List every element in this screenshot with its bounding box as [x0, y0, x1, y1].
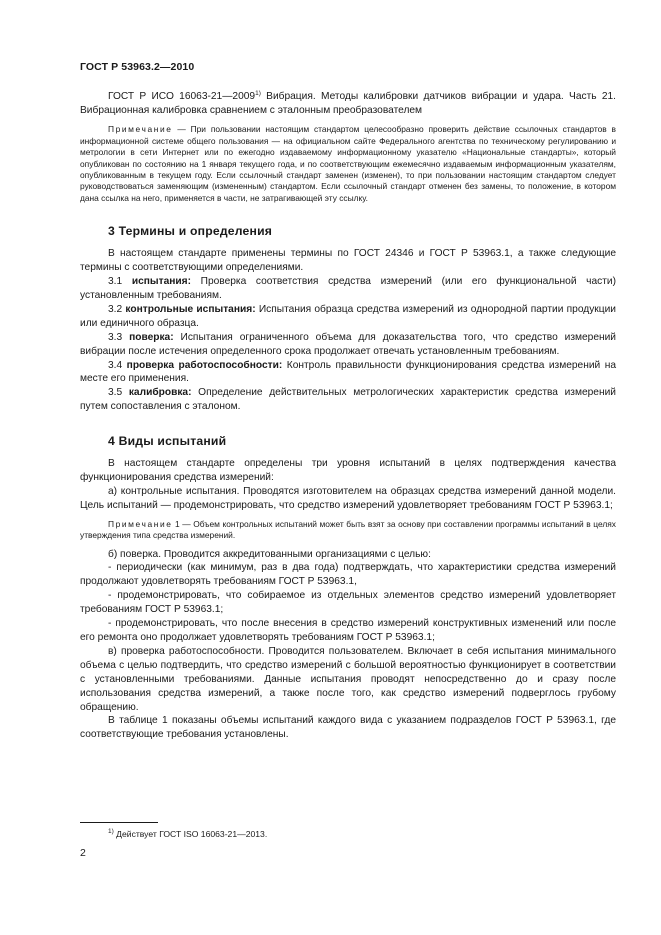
term-definition: Испытания ограниченного объема для доказательства того, что средство измерений вибрации после истечения определенного срока продолжает отвечать установленным требованиям.	[80, 331, 616, 357]
term-number: 3.2	[108, 303, 123, 315]
term-name: калибровка:	[128, 387, 192, 399]
section-4-note	[80, 519, 616, 542]
term-3-3	[80, 331, 616, 359]
term-name: контрольные испытания:	[125, 303, 256, 315]
test-level-b: б) поверка. Проводится аккредитованными организациями с целью:	[108, 548, 431, 560]
reference-note	[80, 124, 616, 204]
test-level-a: а) контрольные испытания. Проводятся изготовителем на образцах средства измерений данной модели. Цель испытаний — продемонстрировать, что средство измерений удовлетворяет требованиям ГОСТ Р 53963.1;	[80, 485, 616, 511]
section-3-heading: 3 Термины и определения	[108, 224, 273, 239]
list-item: - продемонстрировать, что после внесения в средство измерений конструктивных изменений или после его ремонта оно продолжает удовлетворять требованиям ГОСТ Р 53963.1;	[80, 618, 616, 643]
term-definition: Определение действительных метрологических характеристик средства измерений путем сопоставления с эталоном.	[80, 387, 616, 413]
page-content	[80, 90, 616, 742]
note-text: 1 — Объем контрольных испытаний может быть взят за основу при составлении программы испытаний в целях утверждения типа средства измерений.	[80, 518, 616, 541]
term-number: 3.1	[108, 276, 123, 288]
normative-reference-iso	[80, 90, 616, 118]
test-level-c: в) проверка работоспособности. Проводится пользователем. Включает в себя испытания минимального объема с целью подтвердить, что средство измерений с большой вероятностью функционирует в соответствии с установленными требованиями. Данные испытания проводят непосредственно до и сразу после использования средства измерений, а также после того, как средство измерений подверглось грубому обращению.	[80, 645, 616, 713]
list-item: - периодически (как минимум, раз в два года) подтверждать, что характеристики средства измерений продолжают удовлетворять требованиям ГОСТ Р 53963.1,	[80, 562, 616, 588]
term-name: испытания:	[131, 276, 192, 288]
section-3-intro: В настоящем стандарте применены термины по ГОСТ 24346 и ГОСТ Р 53963.1, а также следующие термины с соответствующими определениями.	[80, 248, 616, 274]
iso-reference-code: ГОСТ Р ИСО 16063-21—2009	[108, 91, 256, 102]
section-4-heading: 4 Виды испытаний	[108, 434, 227, 449]
term-number: 3.5	[108, 387, 123, 399]
term-3-5	[80, 386, 616, 414]
term-name: поверка:	[129, 331, 174, 343]
document-header-code: ГОСТ Р 53963.2—2010	[80, 61, 195, 73]
footnote-divider	[80, 822, 158, 823]
section-4-intro: В настоящем стандарте определены три уровня испытаний в целях подтверждения качества функционирования средства измерений:	[80, 458, 616, 484]
term-3-1	[80, 275, 616, 303]
table-reference: В таблице 1 показаны объемы испытаний каждого вида с указанием подразделов ГОСТ Р 53963.1, где соответствующие требования установлены.	[80, 715, 616, 741]
term-3-4	[80, 359, 616, 387]
term-definition: Проверка соответствия средства измерений (или его функциональной части) установленным требованиям.	[80, 276, 616, 301]
note-label: Примечание	[108, 518, 173, 529]
note-text: — При пользовании настоящим стандартом целесообразно проверить действие ссылочных стандартов в информационной системе общего пользования — на официальном сайте Федерального агентства по техническому регулированию и метрологии в сети Интернет или по ежегодно издаваемому информационному указателю «Национальные стандарты», который опубликован по состоянию на 1 января текущего года, и по соответствующим ежемесячно издаваемым информационным указателям, опубликованным в текущем году. Если ссылочный стандарт заменен (изменен), то при пользовании настоящим стандартом следует руководствоваться заменяющим (измененным) стандартом. Если ссылочный стандарт отменен без замены, то положение, в котором дана ссылка на него, применяется в части, не затрагивающей эту ссылку.	[80, 124, 616, 203]
note-label: Примечание	[108, 124, 173, 135]
term-definition: Контроль правильности функционирования средства измерений на месте его применения.	[80, 359, 616, 385]
page-number: 2	[80, 847, 86, 859]
term-3-2	[80, 303, 616, 331]
term-number: 3.4	[108, 359, 123, 371]
footnote-text: Действует ГОСТ ISO 16063-21—2013.	[113, 829, 268, 839]
iso-reference-title: Вибрация. Методы калибровки датчиков вибрации и удара. Часть 21. Вибрационная калибровка сравнением с эталонным преобразователем	[80, 91, 617, 117]
term-definition: Испытания образца средства измерений из однородной партии продукции или единичного образца.	[80, 303, 616, 329]
footnote-mark: 1)	[108, 828, 114, 835]
footnote-mark: 1)	[255, 90, 261, 97]
footnote	[108, 829, 267, 839]
term-number: 3.3	[108, 331, 123, 343]
list-item: - продемонстрировать, что собираемое из отдельных элементов средство измерений удовлетворяет требованиям ГОСТ Р 53963.1;	[80, 590, 616, 616]
term-name: проверка работоспособности:	[126, 359, 283, 371]
